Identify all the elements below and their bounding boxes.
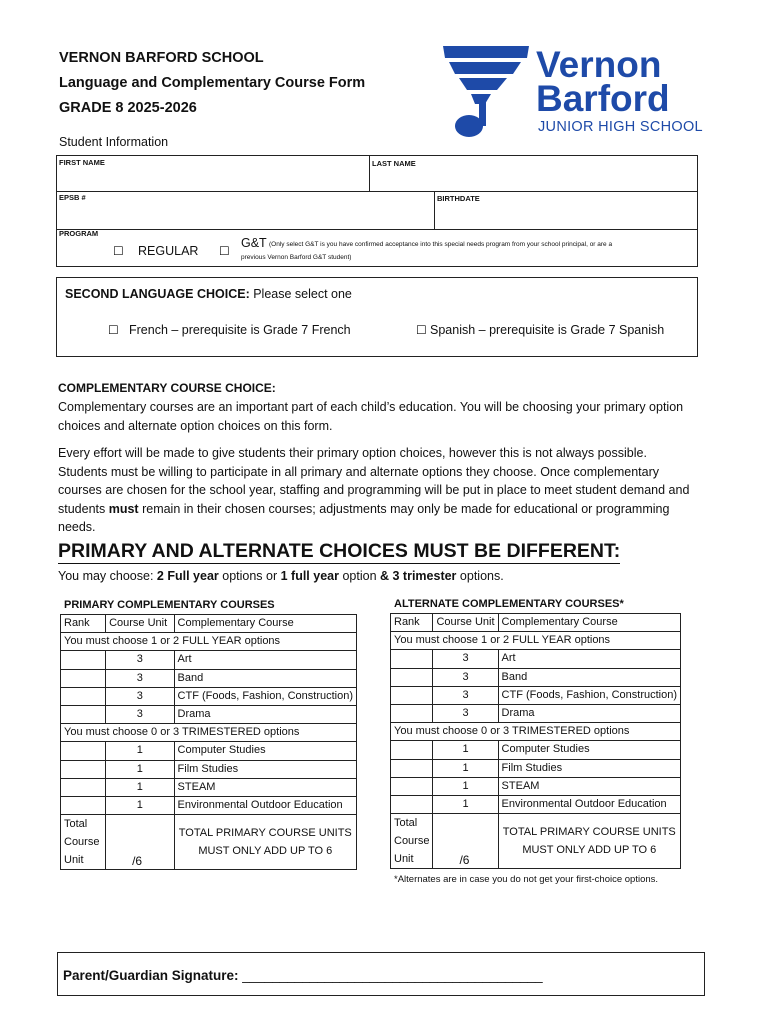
- different-choices-heading: PRIMARY AND ALTERNATE CHOICES MUST BE DIFFERENT:: [58, 540, 621, 562]
- school-name: VERNON BARFORD SCHOOL: [59, 50, 264, 66]
- alternate-footnote: *Alternates are in case you do not get your first-choice options.: [394, 874, 659, 885]
- primary-table-title: PRIMARY COMPLEMENTARY COURSES: [64, 599, 275, 611]
- course-unit-cell: 3: [106, 687, 174, 705]
- logo-subtitle: JUNIOR HIGH SCHOOL: [538, 119, 703, 135]
- section-note-row: [391, 723, 681, 741]
- course-header: Complementary Course: [498, 614, 680, 632]
- course-name-cell: Film Studies: [498, 759, 680, 777]
- total-of-six: /6: [132, 854, 143, 869]
- table-row: [61, 760, 357, 778]
- section-note: You must choose 0 or 3 TRIMESTERED options: [61, 724, 357, 742]
- course-name-cell: STEAM: [174, 778, 356, 796]
- section-note: You must choose 1 or 2 FULL YEAR options: [61, 633, 357, 651]
- course-name-cell: Environmental Outdoor Education: [498, 795, 680, 813]
- rank-cell[interactable]: [391, 795, 433, 813]
- table-row: [61, 778, 357, 796]
- rank-cell[interactable]: [391, 668, 433, 686]
- table-row: [391, 795, 681, 813]
- total-units-cell[interactable]: [433, 814, 498, 869]
- gt-note: (Only select G&T is you have confirmed acceptance into this special needs program from your school principal, or are a: [269, 241, 613, 248]
- choose-instructions: You may choose: 2 Full year options or 1 full year option & 3 trimester options.: [58, 569, 504, 583]
- total-message-cell: TOTAL PRIMARY COURSE UNITS MUST ONLY ADD UP TO 6: [498, 814, 680, 869]
- course-unit-cell: 3: [106, 651, 174, 669]
- alternate-courses-table: [390, 613, 681, 869]
- grade-year: GRADE 8 2025-2026: [59, 100, 197, 116]
- course-name-cell: Art: [174, 651, 356, 669]
- rank-cell[interactable]: [61, 796, 106, 814]
- course-unit-cell: 3: [433, 686, 498, 704]
- alternate-table-title: ALTERNATE COMPLEMENTARY COURSES*: [394, 598, 624, 610]
- table-row: [61, 687, 357, 705]
- course-unit-cell: 1: [433, 777, 498, 795]
- course-name-cell: Film Studies: [174, 760, 356, 778]
- rank-cell[interactable]: [391, 686, 433, 704]
- course-unit-cell: 3: [106, 705, 174, 723]
- course-unit-header: Course Unit: [433, 614, 498, 632]
- table-row: [391, 668, 681, 686]
- epsb-field[interactable]: [57, 202, 432, 228]
- table-header-row: [391, 614, 681, 632]
- regular-label: REGULAR: [138, 244, 199, 258]
- course-name-cell: Computer Studies: [174, 742, 356, 760]
- table-row: [61, 705, 357, 723]
- rank-header: Rank: [391, 614, 433, 632]
- rank-cell[interactable]: [391, 759, 433, 777]
- course-name-cell: Drama: [498, 704, 680, 722]
- table-row: [61, 669, 357, 687]
- rank-cell[interactable]: [61, 778, 106, 796]
- language-heading: SECOND LANGUAGE CHOICE: Please select one: [65, 287, 352, 301]
- rank-cell[interactable]: [61, 669, 106, 687]
- course-unit-cell: 3: [433, 668, 498, 686]
- course-name-cell: Band: [174, 669, 356, 687]
- course-header: Complementary Course: [174, 615, 356, 633]
- french-checkbox[interactable]: ☐: [108, 323, 119, 337]
- course-name-cell: Environmental Outdoor Education: [174, 796, 356, 814]
- course-name-cell: CTF (Foods, Fashion, Construction): [498, 686, 680, 704]
- school-logo-icon: [441, 44, 533, 140]
- total-label-cell: Total Course Unit: [61, 815, 106, 870]
- gt-label: G&T: [241, 236, 267, 250]
- course-unit-cell: 1: [433, 795, 498, 813]
- course-unit-cell: 1: [106, 742, 174, 760]
- rank-cell[interactable]: [61, 760, 106, 778]
- table-row: [61, 796, 357, 814]
- total-label-cell: Total Course Unit: [391, 814, 433, 869]
- signature-line[interactable]: ________________________________________: [238, 968, 543, 983]
- logo-text: Vernon Barford: [536, 44, 670, 119]
- rank-cell[interactable]: [61, 651, 106, 669]
- total-of-six: /6: [459, 853, 470, 868]
- rank-cell[interactable]: [61, 705, 106, 723]
- student-info-heading: Student Information: [59, 135, 169, 149]
- course-unit-header: Course Unit: [106, 615, 174, 633]
- primary-courses-table: [60, 614, 357, 870]
- course-name-cell: Band: [498, 668, 680, 686]
- rank-cell[interactable]: [61, 687, 106, 705]
- program-label: PROGRAM: [59, 229, 99, 238]
- course-unit-cell: 3: [433, 704, 498, 722]
- last-name-field[interactable]: [371, 168, 695, 190]
- course-unit-cell: 1: [106, 796, 174, 814]
- course-unit-cell: 1: [433, 759, 498, 777]
- course-unit-cell: 1: [106, 760, 174, 778]
- course-unit-cell: 1: [106, 778, 174, 796]
- total-message-cell: TOTAL PRIMARY COURSE UNITS MUST ONLY ADD UP TO 6: [174, 815, 356, 870]
- table-row: [391, 686, 681, 704]
- course-name-cell: CTF (Foods, Fashion, Construction): [174, 687, 356, 705]
- course-name-cell: Art: [498, 650, 680, 668]
- section-note-row: [391, 632, 681, 650]
- spanish-checkbox[interactable]: ☐: [416, 323, 427, 337]
- rank-cell[interactable]: [391, 650, 433, 668]
- spanish-label: Spanish – prerequisite is Grade 7 Spanish: [430, 323, 665, 337]
- table-row: [61, 651, 357, 669]
- signature-box: [57, 952, 705, 996]
- epsb-label: EPSB #: [59, 193, 86, 202]
- table-row: [391, 704, 681, 722]
- gt-checkbox[interactable]: ☐: [219, 244, 230, 258]
- table-row: [391, 759, 681, 777]
- first-name-label: FIRST NAME: [59, 158, 105, 167]
- signature-label: Parent/Guardian Signature: ________________________________________: [63, 968, 543, 983]
- table-row: [391, 777, 681, 795]
- gt-note-2: previous Vernon Barford G&T student): [241, 254, 352, 261]
- course-unit-cell: 3: [433, 650, 498, 668]
- section-note: You must choose 0 or 3 TRIMESTERED options: [391, 723, 681, 741]
- table-row: [391, 741, 681, 759]
- section-note-row: [61, 724, 357, 742]
- regular-checkbox[interactable]: ☐: [113, 244, 124, 258]
- language-box: [56, 277, 698, 357]
- course-unit-cell: 3: [106, 669, 174, 687]
- table-row: [61, 742, 357, 760]
- french-label: French – prerequisite is Grade 7 French: [129, 323, 351, 337]
- complementary-details: Every effort will be made to give students their primary option choices, however this is not always possible. Students must be willing to participate in all primary and alternate options they choose. Once complementary courses are chosen for the school year, staffing and programming will be put in place to meet student demand and students must remain in their chosen courses; adjustments may only be made for educational or programming needs.: [58, 446, 690, 534]
- course-name-cell: Computer Studies: [498, 741, 680, 759]
- complementary-heading: COMPLEMENTARY COURSE CHOICE:: [58, 381, 276, 395]
- last-name-label: LAST NAME: [372, 159, 416, 168]
- total-row: [391, 814, 681, 869]
- section-note-row: [61, 633, 357, 651]
- rank-cell[interactable]: [391, 704, 433, 722]
- course-name-cell: STEAM: [498, 777, 680, 795]
- rank-cell[interactable]: [391, 777, 433, 795]
- rank-cell[interactable]: [61, 742, 106, 760]
- complementary-intro: Complementary courses are an important part of each child’s education. You will be choosing your primary option choices and alternate option choices on this form.: [58, 400, 684, 433]
- table-row: [391, 650, 681, 668]
- birthdate-label: BIRTHDATE: [437, 194, 480, 203]
- student-info-box: [56, 155, 698, 267]
- rank-cell[interactable]: [391, 741, 433, 759]
- course-name-cell: Drama: [174, 705, 356, 723]
- rank-header: Rank: [61, 615, 106, 633]
- form-title: Language and Complementary Course Form: [59, 75, 366, 91]
- total-row: [61, 815, 357, 870]
- first-name-field[interactable]: [57, 168, 367, 190]
- section-note: You must choose 1 or 2 FULL YEAR options: [391, 632, 681, 650]
- table-header-row: [61, 615, 357, 633]
- course-unit-cell: 1: [433, 741, 498, 759]
- total-units-cell[interactable]: [106, 815, 174, 870]
- birthdate-field[interactable]: [436, 202, 695, 228]
